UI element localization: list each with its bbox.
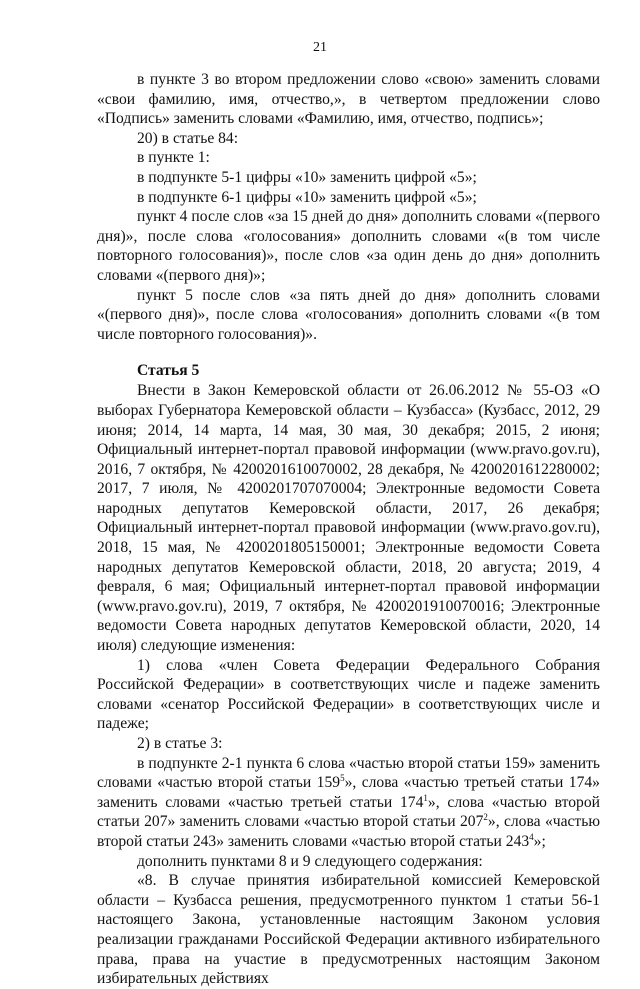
superscript: 4 <box>529 831 534 842</box>
superscript: 5 <box>340 773 345 784</box>
amendment-paragraph <box>97 754 600 852</box>
paragraph: пункт 4 после слов «за 15 дней до дня» дополнить словами «(первого дня)», после слова «голосования» дополнить словами «(в том числе повторного голосования)», после слов «за один день до дня» дополнить словами «(первого дня)»; <box>97 208 600 284</box>
superscript: 1 <box>423 792 428 803</box>
paragraph: 20) в статье 84: <box>137 129 239 147</box>
paragraph: дополнить пунктами 8 и 9 следующего содержания: <box>137 852 483 870</box>
text-run: », слова «частью третьей статьи 174» заменить словами «частью третьей статьи 174 <box>97 774 600 811</box>
paragraph: пункт 5 после слов «за пять дней до дня» дополнить словами «(первого дня)», после слова «голосования» дополнить словами «(в том числе повторного голосования)». <box>97 286 600 343</box>
paragraph: 1) слова «член Совета Федерации Федерального Собрания Российской Федерации» в соответствующих числе и падеже заменить словами «сенатор Российской Федерации» в соответствующих числе и падеже; <box>97 656 600 733</box>
paragraph: в пункте 3 во втором предложении слово «свою» заменить словами «свои фамилию, имя, отчество,», в четвертом предложении слово «Подпись» заменить словами «Фамилию, имя, отчество, подпись»; <box>97 71 600 128</box>
text-run: в подпункте 2-1 пункта 6 слова «частью второй статьи 159» заменить словами «частью второй статьи 159 <box>97 754 600 792</box>
paragraph: в подпункте 6-1 цифры «10» заменить цифрой «5»; <box>137 188 477 206</box>
text-run: »; <box>533 832 546 850</box>
article-heading: Статья 5 <box>137 362 200 380</box>
text-run: », слова «частью второй статьи 207» заменить словами «частью второй статьи 207 <box>97 793 600 831</box>
text-run: », слова «частью второй статьи 243» заменить словами «частью второй статьи 243 <box>97 813 600 850</box>
paragraph: Внести в Закон Кемеровской области от 26.06.2012 № 55-ОЗ «О выборах Губернатора Кемеровской области – Кузбасса» (Кузбасс, 2012, 29 июня; 2014, 14 марта, 14 мая, 30 мая, 30 декабря; 2015, 2 июня; Официальный интернет-портал правовой информации (www.pravo.gov.ru), 2016, 7 октября, № 4200201610070002, 28 декабря, № 4200201612280002; 2017, 7 июля, № 4200201707070004; Электронные ведомости Совета народных депутатов Кемеровской области, 2017, 26 декабря; Официальный интернет-портал правовой информации (www.pravo.gov.ru), 2018, 15 мая, № 4200201805150001; Электронные ведомости Совета народных депутатов Кемеровской области, 2018, 20 августа; 2019, 4 февраля, 6 мая; Официальный интернет-портал правовой информации (www.pravo.gov.ru), 2019, 7 октября, № 4200201910070016; Электронные ведомости Совета народных депутатов Кемеровской области, 2020, 14 июля) следующие изменения: <box>97 382 600 655</box>
paragraph: 2) в статье 3: <box>137 735 223 752</box>
document-body <box>97 70 600 989</box>
paragraph: в пункте 1: <box>137 149 210 167</box>
paragraph: «8. В случае принятия избирательной комиссией Кемеровской области – Кузбасса решения, предусмотренного пунктом 1 статьи 56-1 настоящего Закона, установленные настоящим Законом условия реализации гражданами Российской Федерации активного избирательного права, права на участие в предусмотренных настоящим Законом избирательных действиях <box>97 872 600 988</box>
paragraph: в подпункте 5-1 цифры «10» заменить цифрой «5»; <box>137 168 477 186</box>
superscript: 2 <box>483 812 488 823</box>
page-number: 21 <box>313 40 327 55</box>
